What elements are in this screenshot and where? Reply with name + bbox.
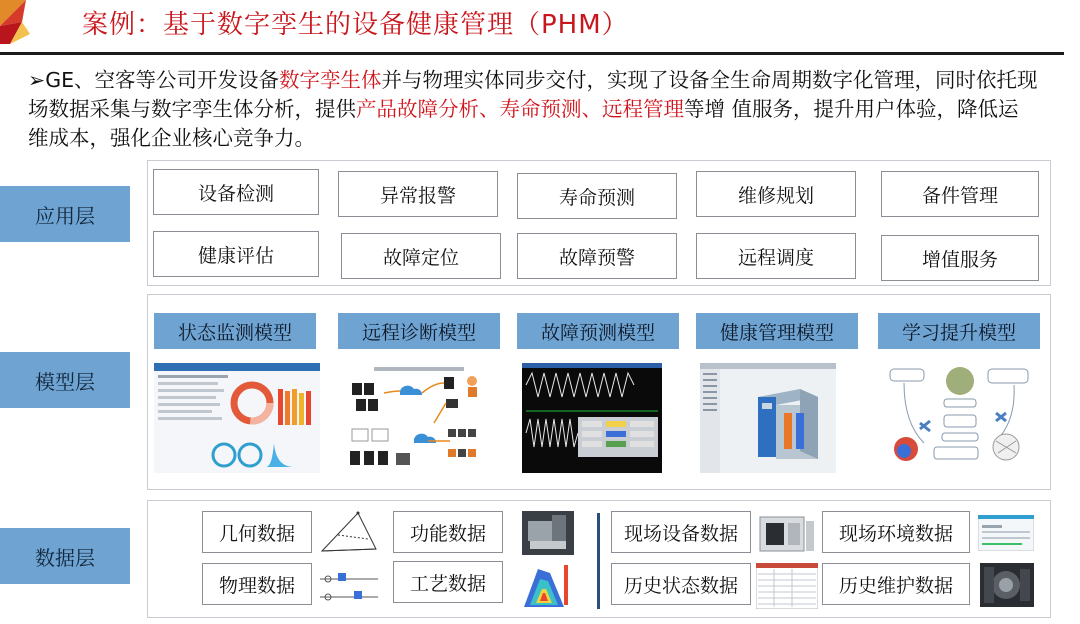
model-layer-panel — [147, 294, 1051, 490]
learning-loop-diagram-thumbnail — [884, 363, 1034, 473]
physics-sketch-thumbnail — [318, 563, 380, 607]
title-divider — [0, 52, 1064, 55]
app-item-maintenance-planning: 维修规划 — [696, 171, 856, 217]
onsite-equipment-thumbnail — [756, 511, 816, 555]
historical-status-table-thumbnail — [756, 563, 818, 609]
app-item-remote-dispatch: 远程调度 — [696, 233, 856, 279]
data-layer-panel — [147, 500, 1051, 618]
data-item-historical-status: 历史状态数据 — [611, 563, 751, 605]
dashboard-thumbnail — [154, 363, 320, 473]
model-head-fault-prediction: 故障预测模型 — [517, 313, 679, 349]
network-diagram-thumbnail — [344, 363, 496, 473]
intro-text-1: GE、空客等公司开发设备 — [45, 68, 280, 92]
environment-chart-thumbnail — [978, 515, 1034, 551]
data-layer-divider — [597, 513, 600, 609]
page-title: 案例：基于数字孪生的设备健康管理（PHM） — [82, 10, 629, 40]
model-head-learning-improvement: 学习提升模型 — [878, 313, 1040, 349]
app-item-fault-warning: 故障预警 — [517, 233, 677, 279]
app-item-health-assessment: 健康评估 — [153, 231, 319, 277]
function-photo-thumbnail — [522, 511, 574, 555]
application-layer-panel — [147, 160, 1051, 286]
intro-paragraph — [28, 66, 1038, 153]
model-head-remote-diagnosis: 远程诊断模型 — [338, 313, 500, 349]
data-item-process: 工艺数据 — [393, 561, 503, 603]
layer-label-application: 应用层 — [0, 186, 130, 242]
bullet-icon: ➢ — [28, 68, 46, 92]
waveform-monitor-thumbnail — [522, 363, 662, 473]
layer-label-model: 模型层 — [0, 352, 130, 408]
data-item-geometry: 几何数据 — [202, 511, 312, 553]
model-head-health-management: 健康管理模型 — [696, 313, 858, 349]
app-item-life-prediction: 寿命预测 — [517, 173, 677, 219]
app-item-value-added-services: 增值服务 — [881, 235, 1039, 281]
maintenance-photo-thumbnail — [980, 563, 1034, 607]
model-head-condition-monitoring: 状态监测模型 — [154, 313, 316, 349]
app-item-fault-location: 故障定位 — [341, 233, 501, 279]
intro-highlight-2: 产品故障分析、寿命预测、远程管理 — [356, 97, 684, 121]
data-item-function: 功能数据 — [393, 511, 503, 553]
geometry-sketch-thumbnail — [318, 509, 380, 555]
equipment-3d-model-thumbnail — [700, 363, 836, 473]
intro-highlight-1: 数字孪生体 — [279, 68, 382, 92]
layer-label-data: 数据层 — [0, 528, 130, 584]
app-item-spare-parts: 备件管理 — [881, 171, 1039, 217]
app-item-anomaly-alarm: 异常报警 — [338, 171, 498, 217]
app-item-equipment-inspection: 设备检测 — [153, 169, 319, 215]
data-item-historical-maintenance: 历史维护数据 — [822, 563, 970, 605]
data-item-onsite-environment: 现场环境数据 — [822, 511, 970, 553]
intro-text-2: 并与物理实体同步交付，实现了设备全生命周期数字化管理，同时依托现场数据采集与数字孪生体分析，提供 — [28, 68, 1038, 121]
logo-icon — [0, 0, 44, 44]
process-simulation-thumbnail — [520, 559, 576, 611]
intro-text-3: 等增 值服务，提升用户体验，降低运维成本，强化企业核心竞争力。 — [28, 97, 1019, 150]
data-item-onsite-equipment: 现场设备数据 — [611, 511, 751, 553]
data-item-physics: 物理数据 — [202, 563, 312, 605]
